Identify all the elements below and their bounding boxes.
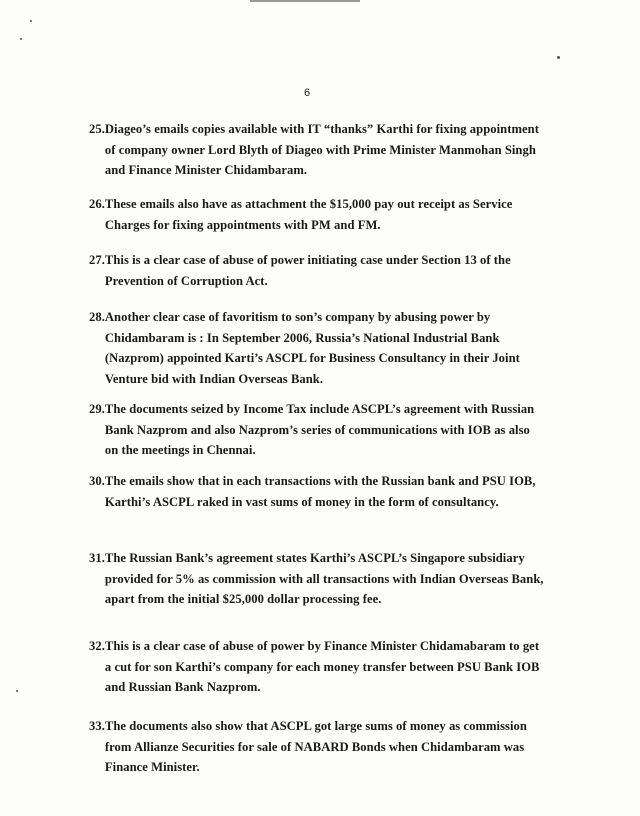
list-item bbox=[89, 194, 544, 235]
item-text: The emails show that in each transactions with the Russian bank and PSU IOB, Karthi’s ASCPL raked in vast sums of money in the form of consultancy. bbox=[104, 474, 536, 509]
item-number: 30. bbox=[89, 474, 105, 488]
scan-speck bbox=[20, 38, 22, 40]
item-number: 31. bbox=[89, 551, 105, 565]
item-text: These emails also have as attachment the $15,000 pay out receipt as Service Charges for fixing appointments with PM and FM. bbox=[104, 197, 513, 232]
item-number: 28. bbox=[89, 310, 105, 324]
list-item bbox=[89, 307, 544, 389]
scan-speck bbox=[557, 56, 560, 59]
item-number: 32. bbox=[89, 639, 105, 653]
item-text: The documents also show that ASCPL got large sums of money as commission from Allianze Securities for sale of NABARD Bonds when Chidambaram was Finance Minister. bbox=[104, 719, 527, 774]
item-text: The documents seized by Income Tax include ASCPL’s agreement with Russian Bank Nazprom and also Nazprom’s series of communications with IOB as also on the meetings in Chennai. bbox=[104, 402, 535, 457]
item-text: Diageo’s emails copies available with IT “thanks” Karthi for fixing appointment of company owner Lord Blyth of Diageo with Prime Minister Manmohan Singh and Finance Minister Chidambaram. bbox=[104, 122, 539, 177]
list-item bbox=[89, 250, 544, 291]
list-item bbox=[89, 399, 544, 461]
list-item bbox=[89, 548, 544, 610]
item-number: 25. bbox=[89, 122, 105, 136]
item-number: 27. bbox=[89, 253, 105, 267]
list-item bbox=[89, 636, 544, 698]
item-text: This is a clear case of abuse of power initiating case under Section 13 of the Prevention of Corruption Act. bbox=[104, 253, 511, 288]
list-item bbox=[89, 471, 544, 512]
list-item bbox=[89, 119, 544, 181]
item-text: The Russian Bank’s agreement states Karthi’s ASCPL’s Singapore subsidiary provided for 5% as commission with all transactions with Indian Overseas Bank, apart from the initial $25,000 dollar processing fee. bbox=[104, 551, 544, 606]
item-number: 26. bbox=[89, 197, 105, 211]
item-number: 29. bbox=[89, 402, 105, 416]
item-text: Another clear case of favoritism to son’s company by abusing power by Chidambaram is : In September 2006, Russia’s National Industrial Bank (Nazprom) appointed Karti’s ASCPL for Business Consultancy in their Joint Venture bid with Indian Overseas Bank. bbox=[104, 310, 520, 386]
scan-speck bbox=[30, 20, 32, 22]
page-number: 6 bbox=[303, 87, 311, 99]
item-text: This is a clear case of abuse of power by Finance Minister Chidamabaram to get a cut for son Karthi’s company for each money transfer between PSU Bank IOB and Russian Bank Nazprom. bbox=[104, 639, 540, 694]
item-number: 33. bbox=[89, 719, 105, 733]
scan-speck bbox=[16, 690, 18, 692]
list-item bbox=[89, 716, 544, 778]
scan-edge-line bbox=[250, 0, 360, 2]
